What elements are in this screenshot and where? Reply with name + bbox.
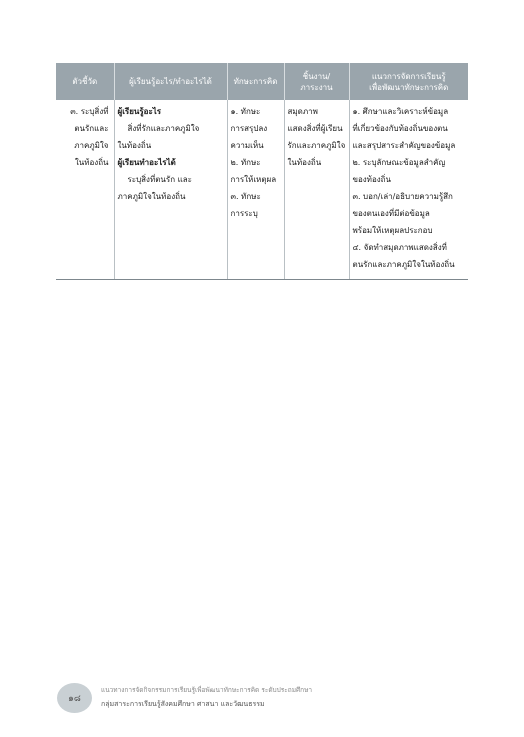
cell-text-line: ภาคภูมิใจในท้องถิ่น [117,192,186,201]
indicator-cell [56,100,114,280]
cell-text-line: ความเห็น [230,141,264,150]
content-table [56,63,468,280]
cell-text-line: ๓. ระบุสิ่งที่ [70,107,109,116]
cell-text-line: ๒. ระบุลักษณะข้อมูลสำคัญ [352,158,446,167]
column-header [349,63,468,100]
cell-text-line: ของท้องถิ่น [352,175,391,184]
footer-book-title: แนวทางการจัดกิจกรรมการเรียนรู้เพื่อพัฒนาทักษะการคิด ระดับประถมศึกษา [101,686,312,694]
cell-text-line: ระบุสิ่งที่ตนรัก และ [127,175,192,184]
cell-text-line: ตนรักและภาคภูมิใจในท้องถิ่น [352,260,455,269]
header-text: แนวการจัดการเรียนรู้ [371,71,446,81]
teaching-approach-cell [349,100,468,280]
thinking-skill-cell [227,100,284,280]
header-text: ทักษะการคิด [233,77,278,86]
column-header [284,63,349,100]
cell-text-line: ในท้องถิ่น [74,158,109,167]
cell-text-line: ผู้เรียนรู้อะไร [117,107,162,116]
cell-text-line: ๔. จัดทำสมุดภาพแสดงสิ่งที่ [352,243,447,252]
column-header [227,63,284,100]
column-header [114,63,227,100]
task-cell [284,100,349,280]
header-text: เพื่อพัฒนาทักษะการคิด [369,82,449,92]
cell-text-line: ๓. บอก/เล่า/อธิบายความรู้สึก [352,192,453,201]
table-row [56,100,468,280]
header-text: ภาระงาน [300,82,333,92]
cell-text-line: สิ่งที่รักและภาคภูมิใจ [127,124,200,133]
footer-subject: กลุ่มสาระการเรียนรู้สังคมศึกษา ศาสนา และวัฒนธรรม [101,700,265,708]
cell-text-line: ของตนเองที่มีต่อข้อมูล [352,209,430,218]
header-text: ตัวชี้วัด [72,77,98,86]
cell-text-line: ๑. ทักษะ [230,107,261,116]
cell-text-line: แสดงสิ่งที่ผู้เรียน [287,124,343,133]
cell-text-line: สมุดภาพ [287,107,318,116]
cell-text-line: ๒. ทักษะ [230,158,261,167]
page-number: ๑๘ [68,694,81,704]
cell-text-line: การระบุ [230,209,258,218]
cell-text-line: ๑. ศึกษาและวิเคราะห์ข้อมูล [352,107,449,116]
cell-text-line: รักและภาคภูมิใจ [287,141,346,150]
cell-text-line: พร้อมให้เหตุผลประกอบ [352,226,433,235]
page-number-badge [57,683,92,713]
cell-text-line: ในท้องถิ่น [117,141,152,150]
cell-text-line: การให้เหตุผล [230,175,277,184]
cell-text-line: ผู้เรียนทำอะไรได้ [117,158,176,167]
cell-text-line: ในท้องถิ่น [287,158,322,167]
cell-text-line: ตนรักและ [74,124,109,133]
header-text: ชิ้นงาน/ [302,71,331,81]
cell-text-line: ภาคภูมิใจ [74,141,109,150]
cell-text-line: และสรุปสาระสำคัญของข้อมูล [352,141,456,150]
table-header-row [56,63,468,100]
column-header [56,63,114,100]
cell-text-line: ๓. ทักษะ [230,192,261,201]
learner-outcome-cell [114,100,227,280]
cell-text-line: ที่เกี่ยวข้องกับท้องถิ่นของตน [352,124,448,133]
header-text: ผู้เรียนรู้อะไร/ทำอะไรได้ [129,77,212,86]
cell-text-line: การสรุปลง [230,124,268,133]
